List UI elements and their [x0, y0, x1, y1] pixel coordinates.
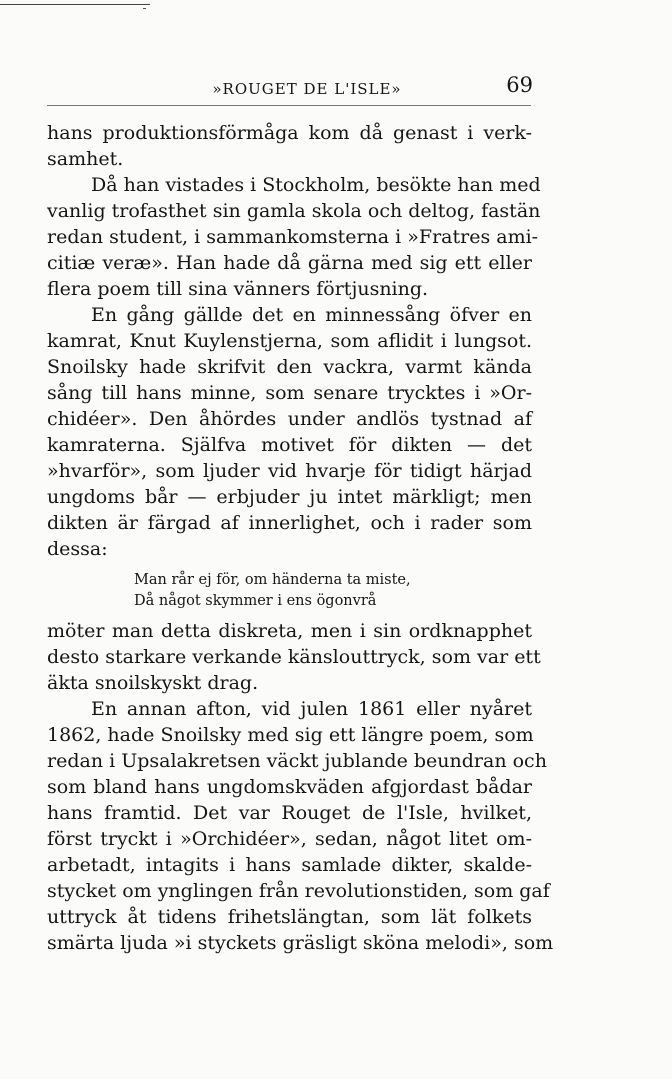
- text-line: sång till hans minne, som senare trycktes i »Or-: [47, 382, 532, 404]
- page-header: [47, 72, 533, 100]
- text-line: 1862, hade Snoilsky med sig ett längre poem, som: [47, 724, 534, 746]
- body-text: [47, 120, 554, 956]
- text-line: redan i Upsalakretsen väckt jublande beundran och: [47, 750, 547, 772]
- text-line: kamrat, Knut Kuylenstjerna, som aflidit i lungsot.: [47, 330, 532, 352]
- text-line: äkta snoilskyskt drag.: [47, 672, 259, 694]
- text-line: »hvarför», som ljuder vid hvarje för tidigt härjad: [47, 460, 532, 482]
- text-line: som bland hans ungdomskväden afgjordast bådar: [47, 776, 532, 798]
- text-line: ungdoms bår — erbjuder ju intet märkligt; men: [47, 486, 532, 508]
- text-line: Då han vistades i Stockholm, besökte han med: [91, 174, 541, 196]
- poem-quote: [134, 570, 532, 612]
- text-line: möter man detta diskreta, men i sin ordknapphet: [47, 620, 532, 642]
- text-line: uttryck åt tidens frihetslängtan, som lät folkets: [47, 906, 532, 928]
- text-line: desto starkare verkande känslouttryck, som var ett: [47, 646, 541, 668]
- text-line: först tryckt i »Orchidéer», sedan, något litet om-: [47, 828, 532, 850]
- text-line: dikten är färgad af innerlighet, och i rader som: [47, 512, 532, 534]
- top-edge-rule: [0, 4, 150, 5]
- text-line: samhet.: [47, 148, 124, 170]
- page-number: 69: [506, 73, 533, 97]
- poem-line: Då något skymmer i ens ögonvrå: [134, 593, 377, 609]
- text-line: citiæ veræ». Han hade då gärna med sig ett eller: [47, 252, 532, 274]
- text-line: vanlig trofasthet sin gamla skola och deltog, fastän: [47, 200, 541, 222]
- text-line: En gång gällde det en minnessång öfver en: [91, 304, 532, 326]
- text-line: hans produktionsförmåga kom då genast i verk-: [47, 122, 532, 144]
- text-line: flera poem till sina vänners förtjusning.: [47, 278, 429, 300]
- text-line: hans framtid. Det var Rouget de l'Isle, hvilket,: [47, 802, 532, 824]
- running-head: »ROUGET DE L'ISLE»: [212, 80, 402, 98]
- text-line: Snoilsky hade skrifvit den vackra, varmt kända: [47, 356, 532, 378]
- text-line: dessa:: [47, 538, 108, 560]
- header-rule: [47, 105, 531, 106]
- text-line: En annan afton, vid julen 1861 eller nyåret: [91, 698, 532, 720]
- poem-line: Man rår ej för, om händerna ta miste,: [134, 572, 411, 588]
- text-line: smärta ljuda »i styckets gräsligt sköna melodi», som: [47, 932, 554, 954]
- text-line: kamraterna. Själfva motivet för dikten — det: [47, 434, 532, 456]
- text-line: redan student, i sammankomsterna i »Fratres ami-: [47, 226, 539, 248]
- top-edge-mark: [143, 8, 146, 9]
- text-line: arbetadt, intagits i hans samlade dikter, skalde-: [47, 854, 532, 876]
- text-line: chidéer». Den åhördes under andlös tystnad af: [47, 408, 532, 430]
- text-line: stycket om ynglingen från revolutionstiden, som gaf: [47, 880, 550, 902]
